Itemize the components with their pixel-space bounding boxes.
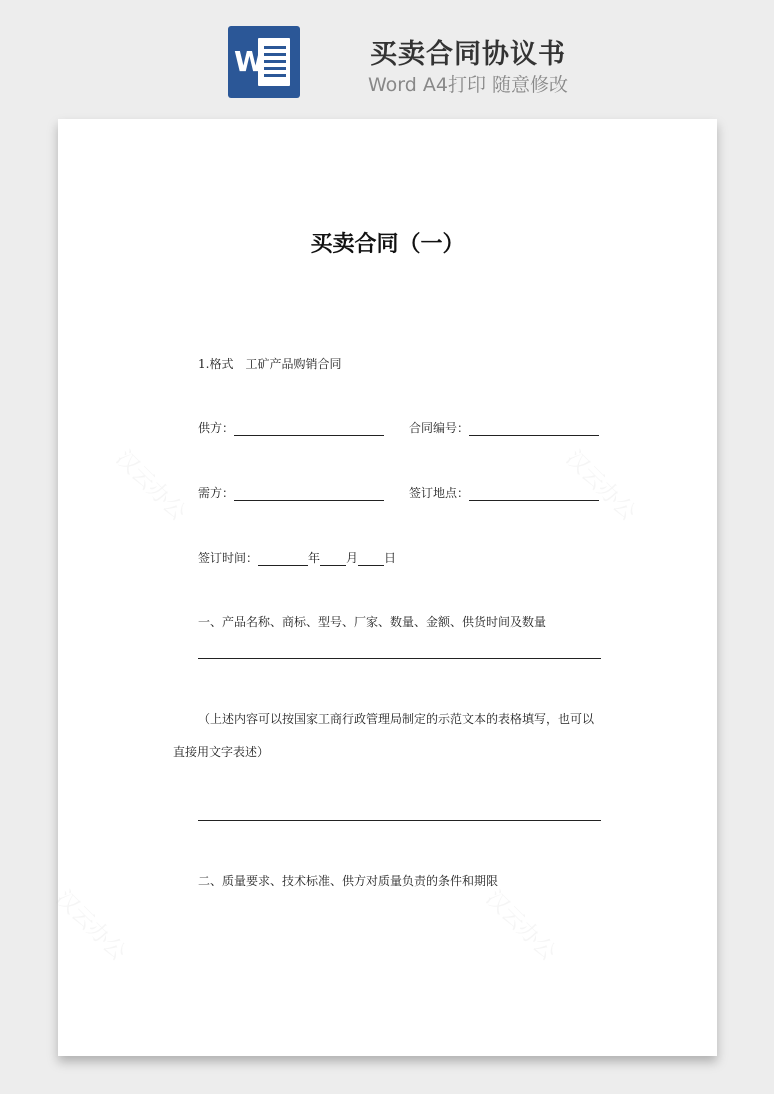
header-subtitle: Word A4打印 随意修改 — [367, 74, 568, 96]
year-label: 年 — [308, 551, 321, 565]
sign-time-label: 签订时间： — [198, 551, 259, 565]
header — [0, 0, 774, 110]
month-label: 月 — [346, 551, 359, 565]
document-title: 买卖合同（一） — [310, 232, 465, 257]
watermark: 汉云办公 — [50, 885, 131, 966]
buyer-field[interactable] — [234, 487, 384, 501]
section-1-blank-line[interactable] — [198, 658, 601, 659]
year-field[interactable] — [258, 552, 308, 566]
supplier-label: 供方： — [198, 421, 235, 435]
supplier-field[interactable] — [234, 422, 384, 436]
document-page — [50, 119, 717, 1056]
note-blank-line[interactable] — [198, 820, 601, 821]
contract-no-row — [409, 419, 599, 436]
day-field[interactable] — [358, 552, 384, 566]
buyer-row — [198, 484, 384, 501]
buyer-label: 需方： — [198, 486, 235, 500]
word-icon — [228, 26, 300, 98]
supplier-row — [198, 419, 384, 436]
sign-time-row — [198, 549, 396, 566]
word-logo-letter: W — [234, 45, 265, 78]
watermark: 汉云办公 — [110, 445, 191, 526]
format-line: 1.格式 工矿产品购销合同 — [198, 357, 342, 371]
contract-no-label: 合同编号： — [409, 421, 470, 435]
sign-place-field[interactable] — [469, 487, 599, 501]
sign-place-label: 签订地点： — [409, 486, 470, 500]
day-label: 日 — [384, 551, 397, 565]
watermark: 汉云办公 — [480, 885, 561, 966]
note-line-1: （上述内容可以按国家工商行政管理局制定的示范文本的表格填写，也可以 — [198, 712, 595, 726]
sign-place-row — [409, 484, 599, 501]
note-line-2: 直接用文字表述） — [173, 745, 270, 759]
watermark: 汉云办公 — [560, 445, 641, 526]
section-2: 二、质量要求、技术标准、供方对质量负责的条件和期限 — [198, 874, 499, 888]
contract-no-field[interactable] — [469, 422, 599, 436]
section-1: 一、产品名称、商标、型号、厂家、数量、金额、供货时间及数量 — [198, 615, 547, 629]
month-field[interactable] — [320, 552, 346, 566]
header-title: 买卖合同协议书 — [370, 39, 566, 70]
